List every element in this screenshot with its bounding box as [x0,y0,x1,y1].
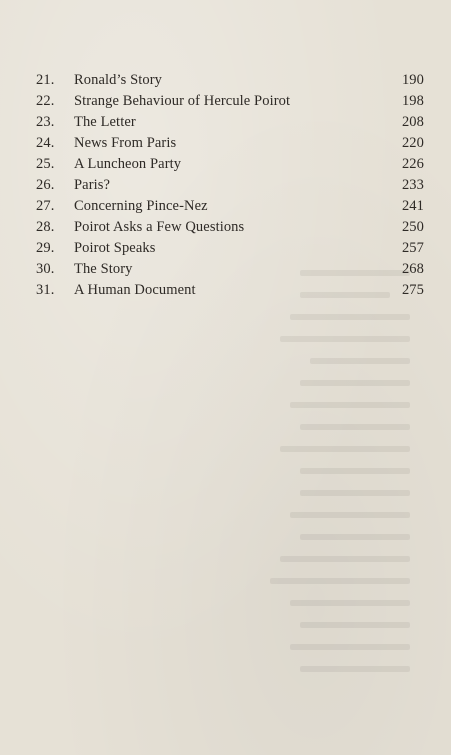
toc-entry [36,217,424,238]
toc-entry [36,259,424,280]
chapter-number: 28. [36,219,55,235]
chapter-number: 29. [36,240,55,256]
toc-entry [36,280,424,301]
page-number: 220 [401,135,424,151]
toc-entry [36,91,424,112]
chapter-number: 31. [36,282,55,298]
chapter-number: 22. [36,93,55,109]
table-of-contents [36,70,424,301]
chapter-number: 26. [36,177,55,193]
chapter-number: 27. [36,198,55,214]
page-number: 275 [401,282,424,298]
page-number: 268 [401,261,424,277]
page-number: 250 [401,219,424,235]
page-number: 198 [401,93,424,109]
chapter-number: 24. [36,135,55,151]
page-number: 226 [401,156,424,172]
chapter-title: Paris? [74,177,111,193]
toc-entry [36,238,424,259]
chapter-number: 30. [36,261,55,277]
toc-entry [36,112,424,133]
chapter-number: 25. [36,156,55,172]
chapter-title: Poirot Speaks [74,240,156,256]
page-number: 233 [401,177,424,193]
chapter-title: A Luncheon Party [74,156,182,172]
toc-entry [36,154,424,175]
chapter-title: Strange Behaviour of Hercule Poirot [74,93,291,109]
chapter-title: Concerning Pince-Nez [74,198,208,214]
chapter-title: The Letter [74,114,136,130]
chapter-title: Ronald’s Story [74,72,163,88]
page-number: 241 [401,198,424,214]
chapter-title: Poirot Asks a Few Questions [74,219,245,235]
toc-entry [36,70,424,91]
chapter-title: News From Paris [74,135,177,151]
chapter-number: 21. [36,72,55,88]
chapter-title: A Human Document [74,282,196,298]
toc-entry [36,175,424,196]
page-number: 257 [401,240,424,256]
toc-entry [36,196,424,217]
page-number: 190 [401,72,424,88]
chapter-number: 23. [36,114,55,130]
toc-entry [36,133,424,154]
chapter-title: The Story [74,261,133,277]
page-number: 208 [401,114,424,130]
